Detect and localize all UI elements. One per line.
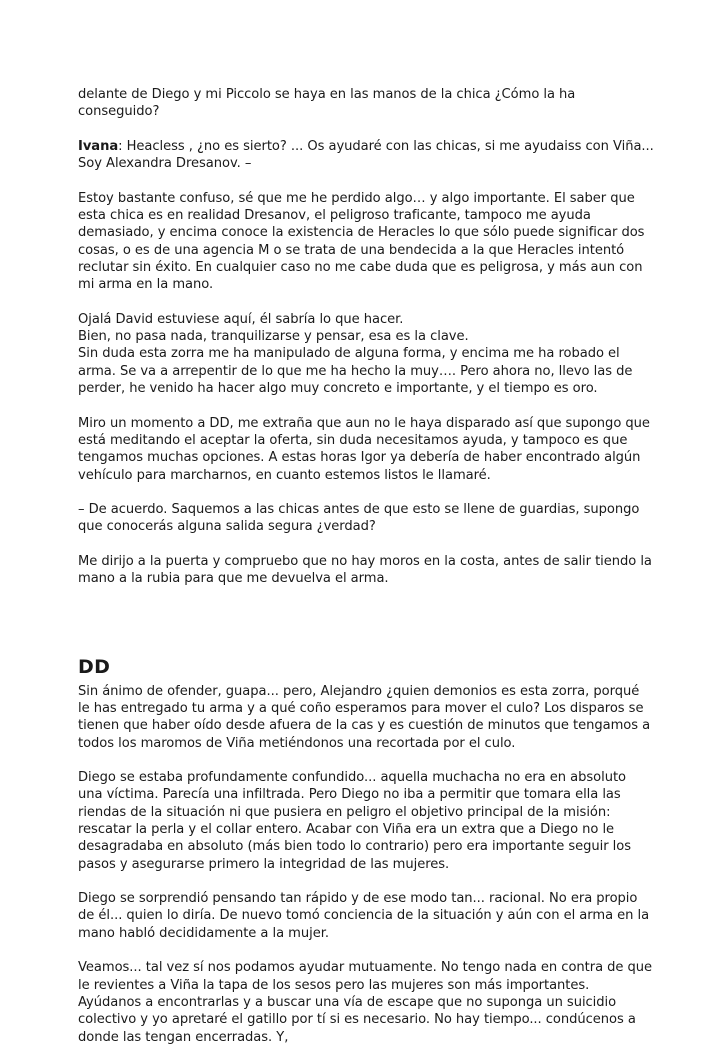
paragraph-6: – De acuerdo. Saquemos a las chicas antes de que esto se llene de guardias, supongo que conocerás alguna salida segura ¿verdad? bbox=[78, 502, 640, 535]
paragraph-10: Diego se sorprendió pensando tan rápido y de ese modo tan... racional. No era propio de él... quien lo diría. De nuevo tomó conciencia de la situación y aún con el arma en la mano habló decididamente a la mujer. bbox=[78, 891, 650, 941]
paragraph-4-line-1: Ojalá David estuviese aquí, él sabría lo que hacer. bbox=[78, 311, 404, 327]
paragraph-8: Sin ánimo de ofender, guapa... pero, Alejandro ¿quien demonios es esta zorra, porqué le has entregado tu arma y a qué coño esperamos para mover el culo? Los disparos se tienen que haber oído desde afuera de la cas y es cuestión de minutos que tengamos a todos los maromos de Viña metiéndonos una recortada por el culo. bbox=[78, 683, 651, 751]
paragraph-7: Me dirijo a la puerta y compruebo que no hay moros en la costa, antes de salir tiendo la mano a la rubia para que me devuelva el arma. bbox=[78, 554, 652, 587]
section-heading: DD bbox=[78, 655, 111, 678]
paragraph-ivana-dialogue bbox=[78, 138, 654, 173]
paragraph-5: Miro un momento a DD, me extraña que aun no le haya disparado así que supongo que está meditando el aceptar la oferta, sin duda necesitamos ayuda, y tampoco es que tengamos muchas opciones. A estas horas Igor ya debería de haber encontrado algún vehículo para marcharnos, en cuanto estemos listos le llamaré. bbox=[78, 415, 650, 483]
paragraph-11: Veamos... tal vez sí nos podamos ayudar mutuamente. No tengo nada en contra de que le revientes a Viña la tapa de los sesos pero las mujeres son más importantes. Ayúdanos a encontrarlas y a buscar una vía de escape que no suponga un suicidio colectivo y yo apretaré el gatillo por tí si es necesario. No hay tiempo... condúcenos a donde las tengan encerradas. Y, bbox=[78, 960, 653, 1045]
paragraph-1: delante de Diego y mi Piccolo se haya en las manos de la chica ¿Cómo la ha conseguido? bbox=[78, 87, 576, 120]
speaker-name: Ivana bbox=[78, 138, 119, 154]
dialogue-text: : Heacless , ¿no es sierto? ... Os ayudaré con las chicas, si me ayudaiss con Viña... Soy Alexandra Dresanov. – bbox=[78, 138, 654, 172]
paragraph-4-line-2: Bien, no pasa nada, tranquilizarse y pensar, esa es la clave. bbox=[78, 329, 469, 345]
paragraph-4-line-3: Sin duda esta zorra me ha manipulado de alguna forma, y encima me ha robado el arma. Se va a arrepentir de lo que me ha hecho la muy…. Pero ahora no, llevo las de perder, he venido ha hacer algo muy concreto e importante, y el tiempo es oro. bbox=[78, 346, 633, 397]
document-page bbox=[78, 86, 654, 1063]
paragraph-9: Diego se estaba profundamente confundido... aquella muchacha no era en absoluto una víctima. Parecía una infiltrada. Pero Diego no iba a permitir que tomara ella las riendas de la situación ni que pusiera en peligro el objetivo principal de la misión: rescatar la perla y el collar entero. Acabar con Viña era un extra que a Diego no le desagradaba en absoluto (más bien todo lo contrario) pero era importante seguir los pasos y asegurarse primero la integridad de las mujeres. bbox=[78, 770, 631, 872]
paragraph-3: Estoy bastante confuso, sé que me he perdido algo… y algo importante. El saber que esta chica es en realidad Dresanov, el peligroso traficante, tampoco me ayuda demasiado, y encima conoce la existencia de Heracles lo que sólo puede significar dos cosas, o es de una agencia M o se trata de una bendecida a la que Heracles intentó reclutar sin éxito. En cualquier caso no me cabe duda que es peligrosa, y más aun con mi arma en la mano. bbox=[78, 190, 645, 293]
